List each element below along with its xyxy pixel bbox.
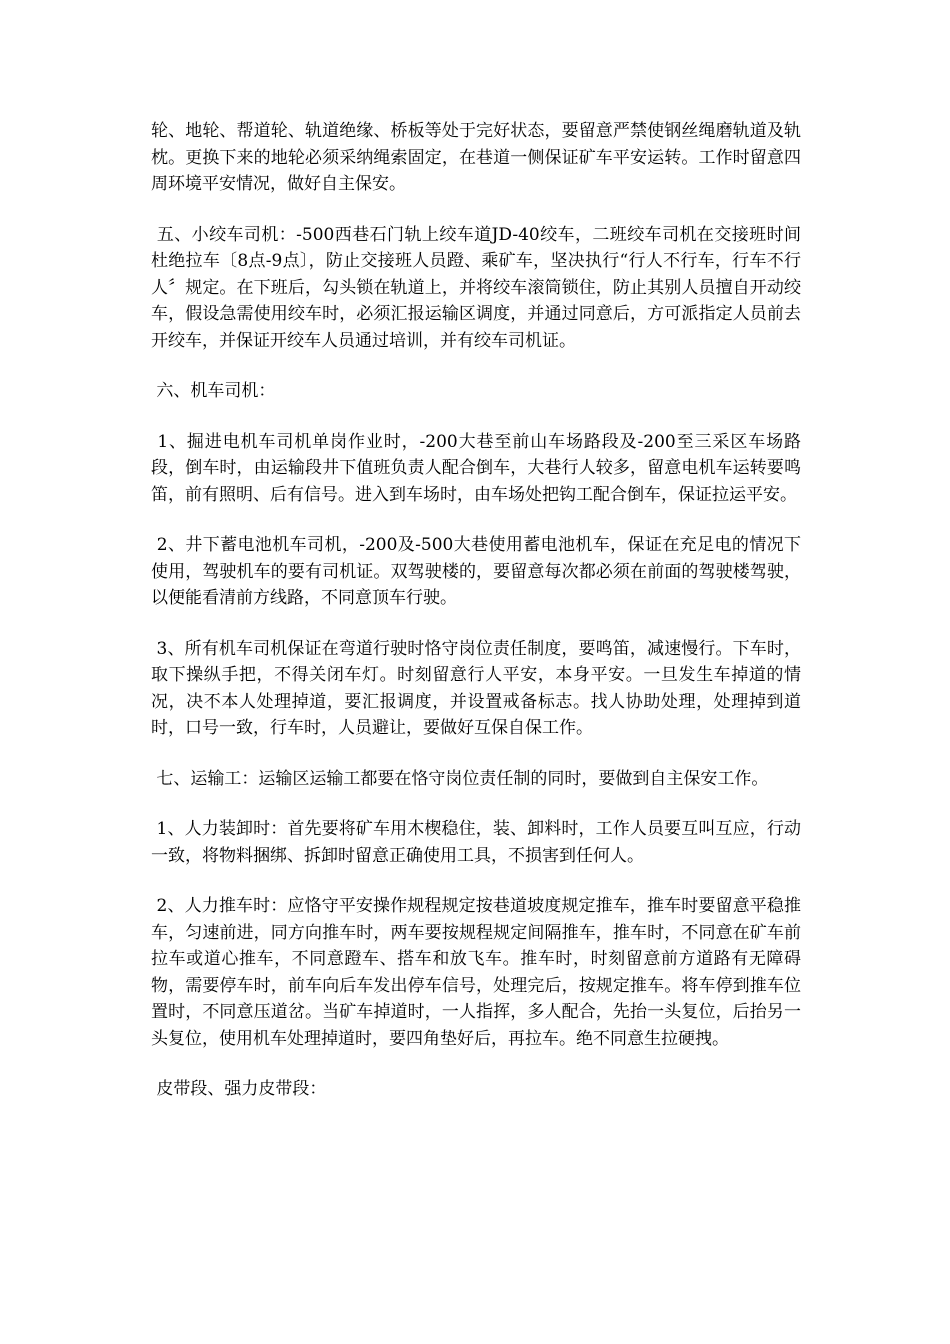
- paragraph-small-winch-driver: 五、小绞车司机：-500西巷石门轨上绞车道JD-40绞车，二班绞车司机在交接班时间杜绝拉车〔8点-9点〕，防止交接班人员蹬、乘矿车，坚决执行“行人不行车，行车不行人〞规定。在下班后，勾头锁在轨道上，并将绞车滚筒锁住，防止其别人员擅自开动绞车，假设急需使用绞车时，必须汇报运输区调度，并通过同意后，方可派指定人员前去开绞车，并保证开绞车人员通过培训，并有绞车司机证。: [151, 224, 802, 351]
- paragraph-manual-pushing: 2、人力推车时：应恪守平安操作规程规定按巷道坡度规定推车，推车时要留意平稳推车，匀速前进，同方向推车时，两车要按规程规定间隔推车，推车时，不同意在矿车前拉车或道心推车，不同意蹬车、搭车和放飞车。推车时，时刻留意前方道路有无障碍物，需要停车时，前车向后车发出停车信号，处理完后，按规定推车。将车停到推车位置时，不同意压道岔。当矿车掉道时，一人指挥，多人配合，先抬一头复位，后抬另一头复位，使用机车处理掉道时，要四角垫好后，再拉车。绝不同意生拉硬拽。: [151, 896, 801, 1049]
- paragraph-transport-worker: 七、运输工：运输区运输工都要在恪守岗位责任制的同时，要做到自主保安工作。: [151, 768, 769, 789]
- paragraph-winch-track-maintenance: 轮、地轮、帮道轮、轨道绝缘、桥板等处于完好状态，要留意严禁使钢丝绳磨轨道及轨枕。更换下来的地轮必须采纳绳索固定，在巷道一侧保证矿车平安运转。工作时留意四周环境平安情况，做好自主保安。: [151, 121, 801, 194]
- paragraph-electric-locomotive: 1、掘进电机车司机单岗作业时，-200大巷至前山车场路段及-200至三采区车场路段，倒车时，由运输段井下值班负责人配合倒车，大巷行人较多，留意电机车运转要鸣笛，前有照明、后有信号。进入到车场时，由车场处把钩工配合倒车，保证拉运平安。: [151, 431, 802, 505]
- section-heading-belt-section: 皮带段、强力皮带段：: [151, 1079, 327, 1099]
- paragraph-all-locomotive-drivers: 3、所有机车司机保证在弯道行驶时恪守岗位责任制度，要鸣笛，减速慢行。下车时，取下操纵手把，不得关闭车灯。时刻留意行人平安，本身平安。一旦发生车掉道的情况，决不本人处理掉道，要汇报调度，并设置戒备标志。找人协助处理，处理掉到道时，口号一致，行车时，人员避让，要做好互保自保工作。: [151, 638, 801, 738]
- paragraph-battery-locomotive: 2、井下蓄电池机车司机，-200及-500大巷使用蓄电池机车，保证在充足电的情况下使用，驾驶机车的要有司机证。双驾驶楼的，要留意每次都必须在前面的驾驶楼驾驶，以便能看清前方线路，不同意顶车行驶。: [151, 535, 802, 608]
- paragraph-manual-loading: 1、人力装卸时：首先要将矿车用木楔稳住，装、卸料时，工作人员要互叫互应，行动一致，将物料捆绑、拆卸时留意正确使用工具，不损害到任何人。: [151, 819, 801, 866]
- section-heading-locomotive-driver: 六、机车司机：: [151, 381, 276, 401]
- document-page: [151, 118, 801, 1127]
